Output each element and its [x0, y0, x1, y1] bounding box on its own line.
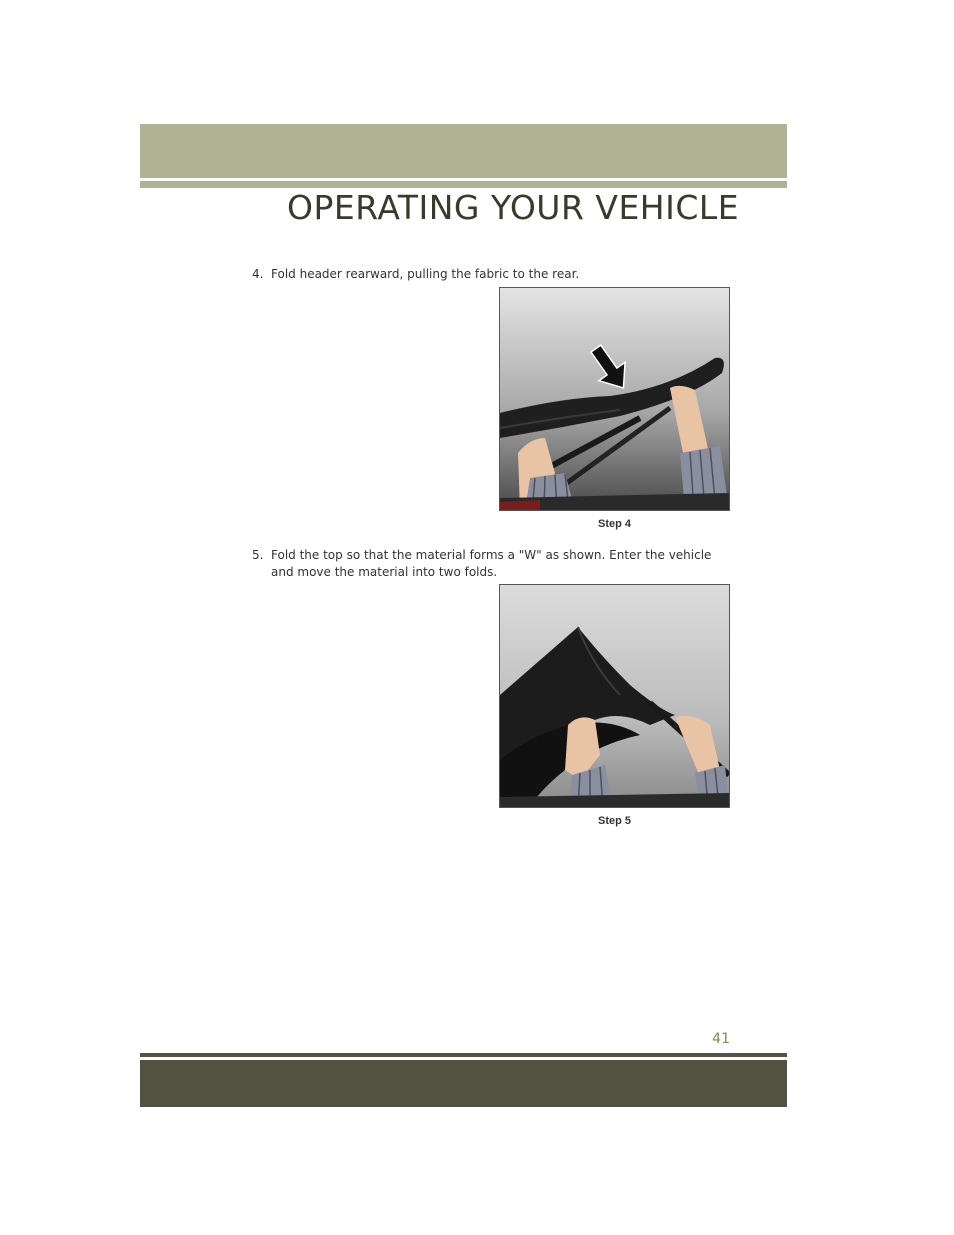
step-4-instruction: [252, 266, 732, 283]
footer-band: [140, 1060, 787, 1107]
step-4-caption: Step 4: [597, 518, 631, 530]
step-5-photo: [499, 584, 730, 808]
section-title: OPERATING YOUR VEHICLE: [287, 188, 740, 227]
footer-rule: [140, 1053, 787, 1057]
step-number: 4.: [252, 267, 264, 281]
step-5-caption: Step 5: [597, 815, 631, 827]
header-band: [140, 124, 787, 178]
step-text: Fold the top so that the material forms a "W" as shown. Enter the vehicle and move the material into two folds.: [271, 548, 712, 579]
step-text: Fold header rearward, pulling the fabric to the rear.: [271, 267, 580, 281]
page-number: 41: [712, 1031, 730, 1047]
step-number: 5.: [252, 548, 264, 562]
header-rule: [140, 181, 787, 188]
step-4-photo: [499, 287, 730, 511]
step-5-instruction: [252, 547, 732, 581]
